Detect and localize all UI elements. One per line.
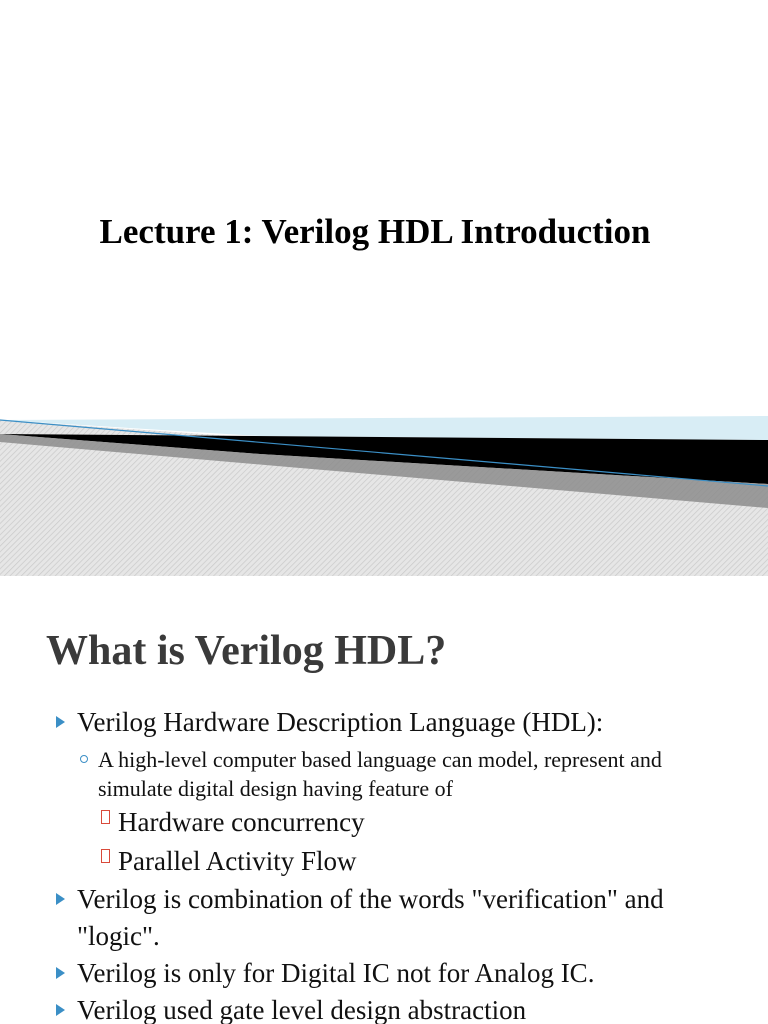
- sub-sub-bullet-item: [0, 842, 768, 881]
- square-bullet-icon: [101, 849, 110, 863]
- sub-bullet-item: [0, 745, 768, 803]
- bullet-text: Verilog is combination of the words "verification" and "logic".: [77, 884, 664, 951]
- bullet-text: Verilog is only for Digital IC not for Analog IC.: [77, 958, 595, 988]
- square-bullet-icon: [101, 810, 110, 824]
- circle-bullet-icon: [80, 755, 88, 763]
- triangle-bullet-icon: [56, 967, 65, 979]
- sub-sub-bullet-item: [0, 803, 768, 842]
- bullet-list: [0, 704, 768, 1024]
- title-slide-decoration: [0, 376, 768, 576]
- title-slide-heading: Lecture 1: Verilog HDL Introduction: [99, 212, 651, 251]
- bullet-text: Verilog used gate level design abstraction: [77, 995, 527, 1024]
- bullet-item: [0, 955, 768, 992]
- triangle-bullet-icon: [56, 893, 65, 905]
- bullet-item: [0, 704, 768, 741]
- triangle-bullet-icon: [56, 1004, 65, 1016]
- bullet-item: [0, 881, 768, 955]
- sub-sub-bullet-text: Hardware concurrency: [118, 807, 365, 837]
- bullet-item: [0, 992, 768, 1024]
- content-slide: [0, 576, 768, 1024]
- triangle-bullet-icon: [56, 716, 65, 728]
- bullet-text: Verilog Hardware Description Language (HDL):: [77, 707, 604, 737]
- content-slide-title: What is Verilog HDL?: [46, 628, 447, 674]
- sub-sub-bullet-text: Parallel Activity Flow: [118, 846, 357, 876]
- sub-bullet-text: A high-level computer based language can model, represent and simulate digital design having feature of: [98, 747, 662, 801]
